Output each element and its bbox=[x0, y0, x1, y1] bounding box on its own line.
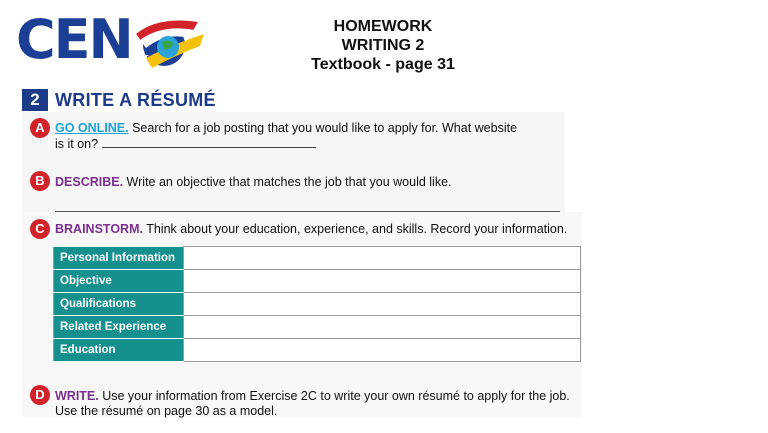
task-d-text bbox=[55, 388, 570, 404]
objective-cell[interactable] bbox=[184, 270, 581, 293]
task-a-badge: A bbox=[30, 118, 50, 138]
task-b-badge: B bbox=[30, 171, 50, 191]
row-label: Qualifications bbox=[54, 293, 184, 316]
task-a-text-line2 bbox=[55, 135, 316, 152]
row-label: Personal Information bbox=[54, 247, 184, 270]
task-b-instruction: Write an objective that matches the job that you would like. bbox=[123, 175, 452, 189]
ceno-logo bbox=[16, 10, 206, 72]
textbook-page: Textbook - page 31 bbox=[311, 56, 455, 73]
task-d-keyword: WRITE. bbox=[55, 389, 99, 403]
website-answer-blank[interactable] bbox=[102, 135, 316, 148]
task-a-text bbox=[55, 120, 517, 136]
task-d-instruction: Use your information from Exercise 2C to write your own résumé to apply for the job. bbox=[98, 389, 570, 403]
task-a-instruction-2: is it on? bbox=[55, 137, 99, 151]
logo-text: CEN bbox=[16, 8, 132, 71]
table-row bbox=[54, 293, 581, 316]
task-d-text-line2: Use the résumé on page 30 as a model. bbox=[55, 404, 278, 418]
row-label: Education bbox=[54, 339, 184, 362]
task-c-text bbox=[55, 221, 567, 237]
task-c-badge: C bbox=[30, 219, 50, 239]
section-number: 2 bbox=[22, 89, 48, 111]
task-b-keyword: DESCRIBE. bbox=[55, 175, 124, 189]
table-row bbox=[54, 247, 581, 270]
objective-answer-line[interactable] bbox=[55, 211, 560, 212]
personal-information-cell[interactable] bbox=[184, 247, 581, 270]
task-a-keyword: GO ONLINE. bbox=[55, 121, 129, 135]
task-c-instruction: Think about your education, experience, and skills. Record your information. bbox=[142, 222, 568, 236]
table-row bbox=[54, 339, 581, 362]
qualifications-cell[interactable] bbox=[184, 293, 581, 316]
related-experience-cell[interactable] bbox=[184, 316, 581, 339]
task-a-instruction: Search for a job posting that you would like to apply for. What website bbox=[128, 121, 518, 135]
task-d-badge: D bbox=[30, 385, 50, 405]
table-row bbox=[54, 270, 581, 293]
writing-subtitle: WRITING 2 bbox=[341, 37, 425, 54]
brainstorm-table bbox=[53, 246, 581, 362]
table-row bbox=[54, 316, 581, 339]
row-label: Related Experience bbox=[54, 316, 184, 339]
education-cell[interactable] bbox=[184, 339, 581, 362]
logo-globe-flag-icon bbox=[128, 14, 208, 74]
task-b-text bbox=[55, 174, 452, 190]
task-c-keyword: BRAINSTORM. bbox=[55, 222, 143, 236]
homework-title: HOMEWORK bbox=[333, 18, 433, 35]
section-title: WRITE A RÉSUMÉ bbox=[55, 90, 216, 110]
row-label: Objective bbox=[54, 270, 184, 293]
